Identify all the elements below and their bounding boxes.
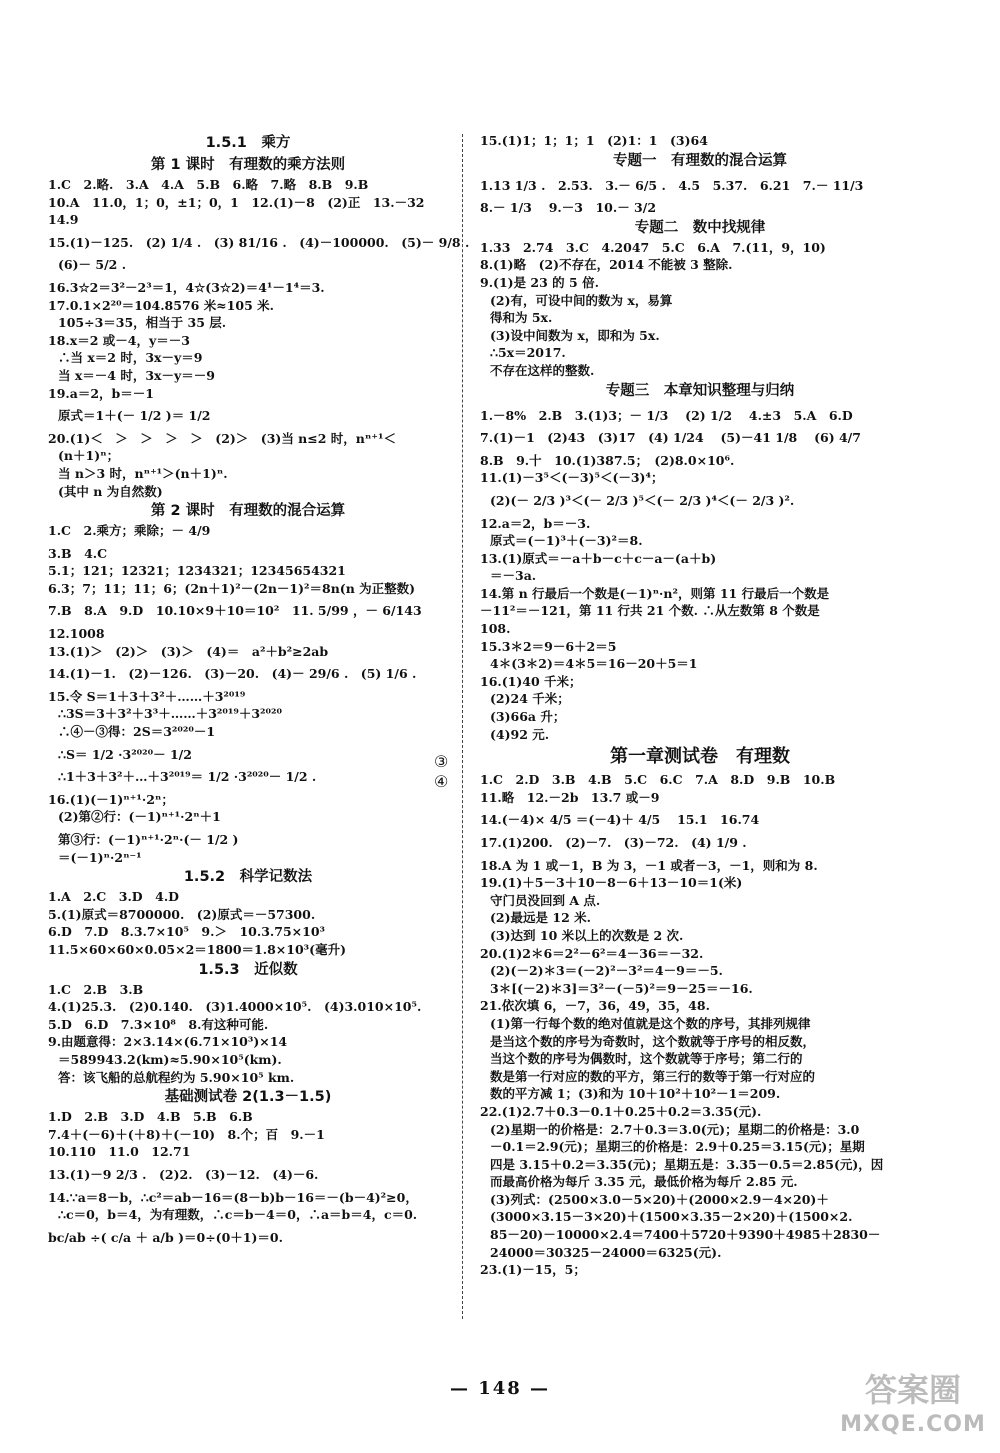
answer-line: 7.(1)－1 (2)43 (3)17 (4) 1/24 (5)－41 1/8 (6) 4/7 — [480, 430, 861, 446]
topic-2-answers — [480, 239, 920, 380]
answer-line: 10.110 11.0 12.71 — [48, 1144, 191, 1160]
answer-line: 4＊(3＊2)＝4＊5＝16－20＋5＝1 — [490, 656, 698, 672]
answer-line: (3)列式：(2500×3.0－5×20)＋(2000×2.9－4×20)＋ — [490, 1191, 829, 1207]
answer-line: 1.13 1/3 . 2.53. 3.－ 6/5 . 4.5 5.37. 6.21 7.－ 11/3 — [480, 177, 864, 193]
answer-line: ＝－3a. — [490, 568, 537, 584]
section-title-1-5-3: 1.5.3 近似数 — [198, 961, 298, 978]
answer-line: 1.33 2.74 3.C 4.2047 5.C 6.A 7.(11，9，10) — [480, 239, 826, 255]
answer-line: 15.(1)－125. (2) 1/4 . (3) 81/16 . (4)－100000. (5)－ 9/8 . — [48, 234, 470, 250]
answer-line: 5.(1)原式＝8700000. (2)原式＝－57300. — [48, 906, 316, 922]
column-divider — [462, 134, 463, 1319]
answer-line: 16.3☆2＝3²－2³＝1，4☆(3☆2)＝4¹－1⁴＝3. — [48, 279, 325, 295]
answer-line: (4)92 元. — [490, 726, 550, 742]
answer-line: 6.D 7.D 8.3.7×10⁵ 9.＞ 10.3.75×10³ — [48, 924, 326, 940]
answer-line: 18.A 为 1 或－1，B 为 3，－1 或者－3，－1，则和为 8. — [480, 857, 818, 873]
answer-line: 9.由题意得：2×3.14×(6.71×10³)×14 — [48, 1034, 288, 1050]
circled-three-marker: ③ — [434, 752, 449, 771]
answer-line: (6)－ 5/2 . — [58, 257, 127, 273]
answer-line: 14.∵a＝8－b，∴c²＝ab－16＝(8－b)b－16＝－(b－4)²≥0， — [48, 1189, 418, 1205]
answer-line: 第③行：(－1)ⁿ⁺¹·2ⁿ·(－ 1/2 ) — [58, 832, 239, 847]
answer-line: 1.C 2.略. 3.A 4.A 5.B 6.略 7.略 8.B 9.B — [48, 177, 369, 192]
answer-line: 12.a＝2，b＝－3. — [480, 515, 591, 531]
answer-line: (3)达到 10 米以上的次数是 2 次. — [490, 927, 684, 943]
circled-four-marker: ④ — [434, 772, 449, 791]
answer-line: 数是第一行对应的数的平方，第三行的数等于第一行对应的 — [490, 1068, 816, 1084]
answer-line: (3)设中间数为 x，即和为 5x. — [490, 327, 660, 343]
answer-line: 5.1；121；12321；1234321；12345654321 — [48, 563, 346, 579]
answer-line: 6.3；7；11；11；6；(2n＋1)²－(2n－1)²＝8n(n 为正整数) — [48, 580, 416, 596]
answer-line: 9.(1)是 23 的 5 倍. — [480, 274, 599, 290]
answer-line: 当 n＞3 时，nⁿ⁺¹＞(n＋1)ⁿ. — [58, 465, 228, 481]
answer-line: 1.C 2.B 3.B — [48, 981, 144, 997]
answer-line: 原式＝1＋(－ 1/2 )＝ 1/2 — [58, 408, 211, 424]
answer-line: (3000×3.15－3×20)＋(1500×3.35－2×20)＋(1500×2. — [490, 1209, 853, 1225]
answer-line: (n＋1)ⁿ； — [58, 448, 120, 464]
answer-line: ∴S＝ 1/2 ·3²⁰²⁰－ 1/2 — [58, 746, 192, 762]
answer-line: 1.C 2.乘方；乘除；－ 4/9 — [48, 523, 211, 539]
answer-line: 5.D 6.D 7.3×10⁸ 8.有这种可能. — [48, 1016, 269, 1032]
answer-line: 85－20)－10000×2.4＝7400＋5720＋9390＋4985＋2830－ — [490, 1227, 881, 1243]
lesson-1-title: 第 1 课时 有理数的乘方法则 — [150, 157, 346, 173]
answer-line: 20.(1)＜ ＞ ＞ ＞ ＞ (2)＞ (3)当 n≤2 时，nⁿ⁺¹＜ — [48, 430, 396, 446]
answer-line: 原式＝(－1)³＋(－3)²＝8. — [490, 533, 643, 549]
answer-line: ∴1＋3＋3²＋…＋3²⁰¹⁹＝ 1/2 ·3²⁰²⁰－ 1/2 . — [58, 769, 317, 785]
left-column — [48, 132, 470, 1246]
answer-line: ＝(－1)ⁿ·2ⁿ⁻¹ — [58, 849, 142, 865]
answer-line: ∴3S＝3＋3²＋3³＋……＋3²⁰¹⁹＋3²⁰²⁰ — [58, 706, 282, 722]
answer-line: 8.B 9.十 10.(1)387.5； (2)8.0×10⁶. — [480, 452, 735, 468]
answer-line: 108. — [480, 621, 511, 637]
answer-line: (其中 n 为自然数) — [58, 483, 163, 499]
answer-line: 7.B 8.A 9.D 10.10×9＋10＝10² 11. 5/99 ，－ 6/143 — [48, 603, 422, 619]
answer-line: ∴④－③得：2S＝3²⁰²⁰－1 — [58, 724, 216, 740]
answer-line: 1.－8% 2.B 3.(1)3；－ 1/3 (2) 1/2 4.±3 5.A 6.D — [480, 407, 853, 423]
answer-line: 16.(1)40 千米； — [480, 673, 582, 689]
answer-line: 19.a＝2，b＝－1 — [48, 385, 154, 401]
answer-line: 15.3＊2＝9－6＋2＝5 — [480, 638, 617, 654]
watermark-logo — [838, 1368, 988, 1446]
answer-line: ∴当 x＝2 时，3x－y＝9 — [58, 350, 203, 366]
answer-line: 22.(1)2.7＋0.3－0.1＋0.25＋0.2＝3.35(元). — [480, 1103, 762, 1119]
basic-test-2-title: 基础测试卷 2(1.3－1.5) — [164, 1089, 332, 1106]
answer-line: 15.令 S＝1＋3＋3²＋……＋3²⁰¹⁹ — [48, 688, 246, 704]
right-column — [480, 132, 920, 1279]
topic-2-title: 专题二 数中找规律 — [634, 219, 766, 236]
answer-line: ∴5x＝2017. — [490, 345, 566, 361]
answer-line: －11²＝－121，第 11 行共 21 个数. ∴从左数第 8 个数是 — [480, 603, 820, 619]
answer-line: 14.(－4)× 4/5 ＝(－4)＋ 4/5 15.1 16.74 — [480, 812, 760, 828]
answer-line: 15.(1)1；1；1；1 (2)1：1 (3)64 — [480, 133, 708, 148]
answer-line: (2)星期一的价格是：2.7＋0.3＝3.0(元)；星期二的价格是：3.0 — [490, 1121, 860, 1137]
answer-line: 10.A 11.0，1；0，±1；0，1 12.(1)－8 (2)正 13.－32 — [48, 194, 425, 210]
answer-line: 21.依次填 6，－7，36，49，35，48. — [480, 998, 710, 1014]
answer-line: 四是 3.15＋0.2＝3.35(元)；星期五是：3.35－0.5＝2.85(元)，因 — [490, 1156, 884, 1172]
answer-line: (3)66a 升； — [490, 709, 566, 725]
answer-line: 4.(1)25.3. (2)0.140. (3)1.4000×10⁵. (4)3.010×10⁵. — [48, 999, 422, 1015]
answer-line: 当这个数的序号为偶数时，这个数就等于序号；第二行的 — [490, 1051, 803, 1067]
topic-3-title: 专题三 本章知识整理与归纳 — [605, 382, 795, 399]
answer-line: 17.0.1×2²⁰＝104.8576 米≈105 米. — [48, 297, 274, 313]
answer-line: 是当这个数的序号为奇数时，这个数就等于序号的相反数， — [490, 1033, 816, 1049]
answer-line: 而最高价格为每斤 3.35 元，最低价格为每斤 2.85 元. — [490, 1174, 798, 1190]
answer-line: －0.1＝2.9(元)；星期三的价格是：2.9＋0.25＝3.15(元)；星期 — [490, 1139, 865, 1155]
answer-line: (2)第②行：(－1)ⁿ⁺¹·2ⁿ＋1 — [58, 809, 221, 825]
chapter-1-test-title: 第一章测试卷 有理数 — [610, 746, 790, 768]
answer-line: 11.(1)－3⁵＜(－3)⁵＜(－3)⁴； — [480, 470, 664, 486]
answer-line: 8.(1)略 (2)不存在，2014 不能被 3 整除. — [480, 257, 733, 273]
answer-line: ∴c＝0，b＝4，为有理数，∴c＝b－4＝0，∴a＝b＝4，c＝0. — [58, 1207, 418, 1223]
answer-line: 3.B 4.C — [48, 545, 108, 561]
answer-line: (2)最远是 12 米. — [490, 910, 591, 926]
answer-line: 1.D 2.B 3.D 4.B 5.B 6.B — [48, 1109, 253, 1125]
answer-line: 守门员没回到 A 点. — [490, 892, 601, 908]
answer-line: 14.9 — [48, 212, 79, 228]
answer-line: 12.1008 — [48, 626, 105, 642]
watermark-text: 答案圈 — [864, 1371, 961, 1409]
answer-line: 105÷3＝35，相当于 35 层. — [58, 315, 227, 331]
answer-line: 8.－ 1/3 9.－3 10.－ 3/2 — [480, 200, 657, 216]
answer-line: 13.(1)＞ (2)＞ (3)＞ (4)＝ a²＋b²≥2ab — [48, 643, 329, 659]
scientific-notation-answers — [48, 888, 448, 958]
answer-line: 答：该飞船的总航程约为 5.90×10⁵ km. — [58, 1069, 295, 1085]
basic-test-2-answers — [48, 1108, 448, 1246]
lesson-2-answers — [48, 522, 448, 866]
answer-line: (2)(－2)＊3＝(－2)²－3²＝4－9＝－5. — [490, 963, 723, 979]
lesson-2-title: 第 2 课时 有理数的混合运算 — [150, 503, 346, 520]
answer-line: 3＊[(－2)＊3]＝3²－(－5)²＝9－25＝－16. — [490, 980, 753, 996]
topic-3-answers — [480, 407, 920, 744]
watermark-url: MXQE.COM — [840, 1412, 986, 1437]
answer-line: 14.第 n 行最后一个数是(－1)ⁿ·n²，则第 11 行最后一个数是 — [480, 585, 830, 601]
answer-line: 19.(1)＋5－3＋10－8－6＋13－10＝1(米) — [480, 875, 743, 891]
answer-line: (1)第一行每个数的绝对值就是这个数的序号，其排列规律 — [490, 1015, 811, 1031]
answer-line: 23.(1)－15，5； — [480, 1262, 586, 1278]
answer-line: 16.(1)(－1)ⁿ⁺¹·2ⁿ； — [48, 791, 174, 807]
answer-line: 不存在这样的整数. — [490, 362, 595, 378]
answer-line: 1.C 2.D 3.B 4.B 5.C 6.C 7.A 8.D 9.B 10.B — [480, 772, 836, 788]
answer-line: (2)有，可设中间的数为 x，易算 — [490, 292, 673, 308]
topic-1-answers — [480, 177, 920, 217]
answer-line: (2)24 千米； — [490, 691, 570, 707]
answer-line: 1.A 2.C 3.D 4.D — [48, 889, 180, 905]
answer-line: (2)(－ 2/3 )³＜(－ 2/3 )⁵＜(－ 2/3 )⁴＜(－ 2/3 )². — [490, 492, 795, 508]
answer-line: 当 x＝－4 时，3x－y＝－9 — [58, 367, 215, 383]
answer-line: 17.(1)200. (2)－7. (3)－72. (4) 1/9 . — [480, 835, 747, 850]
answer-line: 得和为 5x. — [490, 310, 553, 326]
answer-line: ＝589943.2(km)≈5.90×10⁵(km). — [58, 1051, 282, 1067]
answer-line: 18.x＝2 或－4，y＝－3 — [48, 332, 190, 348]
topic-1-title: 专题一 有理数的混合运算 — [613, 152, 787, 169]
answer-line: 13.(1)原式＝－a＋b－c＋c－a－(a＋b) — [480, 550, 717, 566]
page-number: — 148 — — [449, 1378, 551, 1399]
chapter-1-test-answers — [480, 771, 920, 1279]
section-title-1-5-1: 1.5.1 乘方 — [205, 135, 291, 151]
answer-line: 11.略 12.－2b 13.7 或－9 — [480, 789, 660, 805]
answer-line: 7.4＋(－6)＋(＋8)＋(－10) 8.个；百 9.－1 — [48, 1126, 325, 1142]
answer-line: 14.(1)－1. (2)－126. (3)－20. (4)－ 29/6 . (5) 1/6 . — [48, 666, 417, 682]
answer-line: 13.(1)－9 2/3 . (2)2. (3)－12. (4)－6. — [48, 1166, 319, 1182]
section-title-1-5-2: 1.5.2 科学记数法 — [183, 869, 313, 886]
answer-line: 数的平方减 1；(3)和为 10＋10²＋10²－1＝209. — [490, 1086, 781, 1102]
approximation-answers — [48, 981, 448, 1087]
answer-line: 24000＝30325－24000＝6325(元). — [490, 1244, 722, 1260]
answer-line: bc/ab ÷( c/a ＋ a/b )＝0÷(0＋1)＝0. — [48, 1229, 283, 1245]
answer-line: 11.5×60×60×0.05×2＝1800＝1.8×10³(毫升) — [48, 941, 346, 957]
lesson-1-answers — [48, 176, 470, 500]
answer-line: 20.(1)2＊6＝2²－6²＝4－36＝－32. — [480, 945, 704, 961]
